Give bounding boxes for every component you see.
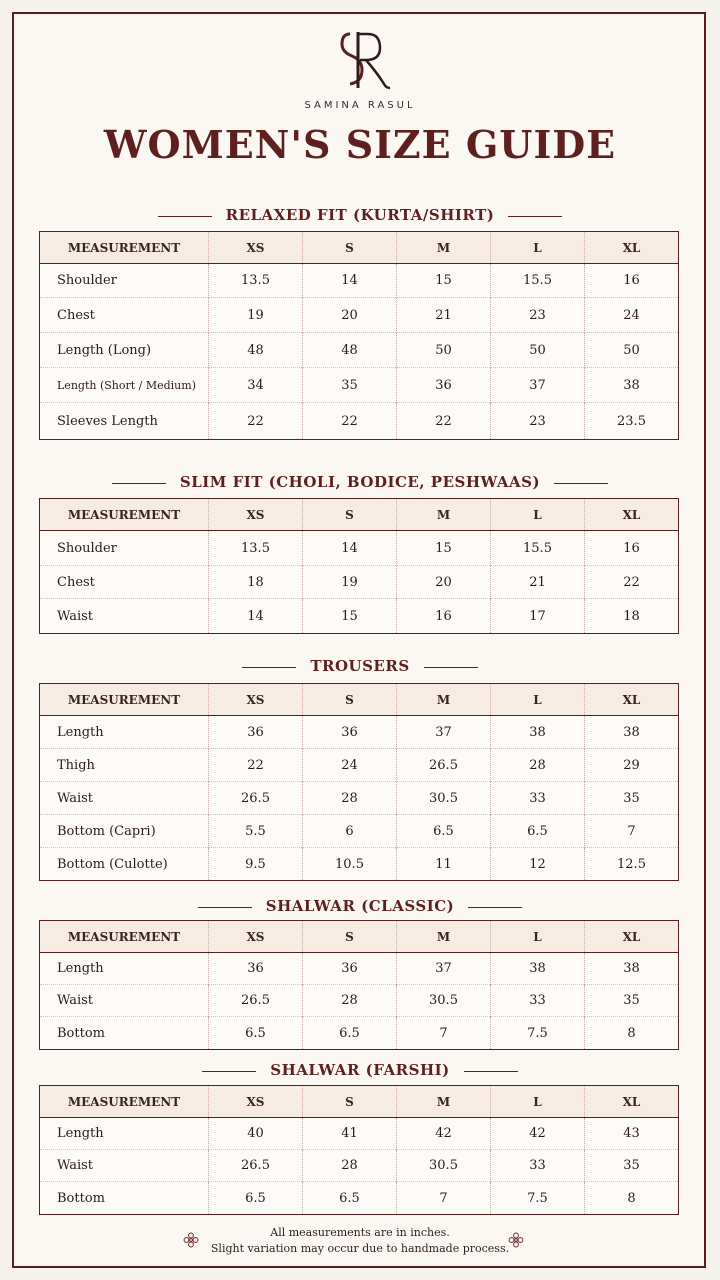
column-header-size: S (303, 684, 397, 716)
table-header-row (40, 232, 679, 264)
measurement-value: 6 (303, 815, 397, 848)
measurement-value: 18 (209, 566, 303, 599)
measurement-value: 34 (209, 368, 303, 403)
column-header-size: S (303, 232, 397, 264)
measurement-value: 10.5 (303, 848, 397, 881)
table-row (40, 782, 679, 815)
measurement-value: 6.5 (491, 815, 585, 848)
section-title-text: SHALWAR (FARSHI) (270, 1061, 450, 1079)
measurement-value: 35 (303, 368, 397, 403)
divider (554, 483, 608, 484)
measurement-label: Chest (40, 298, 209, 333)
footer-line-1: All measurements are in inches. (270, 1226, 450, 1239)
table-header-row (40, 499, 679, 531)
measurement-value: 6.5 (209, 1017, 303, 1050)
measurement-value: 38 (585, 716, 679, 749)
measurement-label: Length (40, 1118, 209, 1150)
measurement-value: 24 (303, 749, 397, 782)
measurement-value: 43 (585, 1118, 679, 1150)
measurement-value: 8 (585, 1182, 679, 1215)
table-header-row (40, 684, 679, 716)
column-header-measurement: MEASUREMENT (40, 684, 209, 716)
measurement-label: Chest (40, 566, 209, 599)
measurement-label: Shoulder (40, 531, 209, 566)
table-row (40, 531, 679, 566)
table-row (40, 716, 679, 749)
measurement-value: 38 (585, 953, 679, 985)
table-row (40, 403, 679, 440)
table-row (40, 1118, 679, 1150)
measurement-value: 16 (585, 264, 679, 298)
brand-name: SAMINA RASUL (304, 100, 416, 111)
measurement-value: 17 (491, 599, 585, 634)
measurement-value: 33 (491, 985, 585, 1017)
table-row (40, 298, 679, 333)
measurement-value: 19 (209, 298, 303, 333)
table-row (40, 953, 679, 985)
column-header-size: L (491, 232, 585, 264)
measurement-value: 19 (303, 566, 397, 599)
table-row (40, 985, 679, 1017)
measurement-label: Thigh (40, 749, 209, 782)
measurement-label: Length (40, 716, 209, 749)
measurement-value: 37 (397, 953, 491, 985)
column-header-size: XL (585, 1086, 679, 1118)
measurement-label: Bottom (Capri) (40, 815, 209, 848)
section-title (0, 473, 720, 491)
measurement-value: 6.5 (303, 1017, 397, 1050)
table-header-row (40, 1086, 679, 1118)
divider (202, 1071, 256, 1072)
measurement-value: 7.5 (491, 1182, 585, 1215)
page-title: WOMEN'S SIZE GUIDE (103, 122, 617, 167)
measurement-value: 21 (491, 566, 585, 599)
column-header-size: XL (585, 921, 679, 953)
measurement-value: 28 (303, 1150, 397, 1182)
measurement-label: Waist (40, 782, 209, 815)
measurement-value: 16 (397, 599, 491, 634)
measurement-value: 28 (303, 782, 397, 815)
measurement-value: 36 (209, 716, 303, 749)
column-header-size: L (491, 921, 585, 953)
measurement-value: 29 (585, 749, 679, 782)
measurement-value: 6.5 (303, 1182, 397, 1215)
table-row (40, 566, 679, 599)
measurement-value: 12.5 (585, 848, 679, 881)
measurement-value: 6.5 (397, 815, 491, 848)
measurement-value: 22 (585, 566, 679, 599)
measurement-label: Sleeves Length (40, 403, 209, 440)
column-header-size: XS (209, 921, 303, 953)
measurement-value: 22 (397, 403, 491, 440)
measurement-value: 50 (585, 333, 679, 368)
column-header-size: M (397, 232, 491, 264)
table-header-row (40, 921, 679, 953)
measurement-value: 22 (209, 403, 303, 440)
measurement-value: 21 (397, 298, 491, 333)
size-table (39, 498, 679, 634)
column-header-size: XS (209, 232, 303, 264)
size-table (39, 1085, 679, 1215)
column-header-measurement: MEASUREMENT (40, 232, 209, 264)
measurement-value: 15 (397, 531, 491, 566)
table-row (40, 1182, 679, 1215)
column-header-size: L (491, 1086, 585, 1118)
brand-logo (0, 26, 720, 94)
column-header-size: XS (209, 499, 303, 531)
measurement-value: 37 (491, 368, 585, 403)
measurement-value: 23 (491, 298, 585, 333)
measurement-value: 30.5 (397, 782, 491, 815)
measurement-value: 26.5 (209, 1150, 303, 1182)
measurement-value: 13.5 (209, 531, 303, 566)
column-header-size: S (303, 921, 397, 953)
divider (242, 667, 296, 668)
measurement-value: 50 (397, 333, 491, 368)
measurement-label: Length (40, 953, 209, 985)
measurement-value: 15 (303, 599, 397, 634)
measurement-value: 40 (209, 1118, 303, 1150)
column-header-size: XL (585, 499, 679, 531)
measurement-value: 7 (397, 1017, 491, 1050)
column-header-size: S (303, 1086, 397, 1118)
table-row (40, 848, 679, 881)
measurement-label: Shoulder (40, 264, 209, 298)
column-header-size: M (397, 499, 491, 531)
measurement-value: 41 (303, 1118, 397, 1150)
measurement-value: 24 (585, 298, 679, 333)
measurement-value: 14 (303, 531, 397, 566)
measurement-value: 26.5 (209, 782, 303, 815)
divider (508, 216, 562, 217)
divider (112, 483, 166, 484)
measurement-label: Length (Short / Medium) (40, 368, 209, 403)
size-table (39, 920, 679, 1050)
section-title (0, 1061, 720, 1079)
measurement-value: 15.5 (491, 264, 585, 298)
measurement-value: 7 (585, 815, 679, 848)
table-row (40, 333, 679, 368)
column-header-size: XL (585, 684, 679, 716)
measurement-value: 38 (585, 368, 679, 403)
measurement-value: 15 (397, 264, 491, 298)
section-title-text: SHALWAR (CLASSIC) (265, 897, 455, 915)
table-row (40, 1150, 679, 1182)
size-table (39, 683, 679, 881)
column-header-size: M (397, 1086, 491, 1118)
measurement-value: 28 (491, 749, 585, 782)
measurement-value: 37 (397, 716, 491, 749)
measurement-value: 6.5 (209, 1182, 303, 1215)
measurement-value: 30.5 (397, 1150, 491, 1182)
table-row (40, 749, 679, 782)
section-title (0, 897, 720, 915)
measurement-value: 26.5 (209, 985, 303, 1017)
measurement-label: Waist (40, 985, 209, 1017)
column-header-size: L (491, 684, 585, 716)
column-header-size: XS (209, 1086, 303, 1118)
footer-line-2: Slight variation may occur due to handmade process. (210, 1242, 510, 1255)
measurement-value: 7.5 (491, 1017, 585, 1050)
measurement-value: 26.5 (397, 749, 491, 782)
measurement-value: 35 (585, 782, 679, 815)
measurement-value: 36 (303, 716, 397, 749)
measurement-value: 20 (303, 298, 397, 333)
section-title-text: SLIM FIT (CHOLI, BODICE, PESHWAAS) (179, 473, 541, 491)
measurement-label: Waist (40, 599, 209, 634)
section-title (0, 657, 720, 675)
measurement-value: 36 (397, 368, 491, 403)
measurement-value: 16 (585, 531, 679, 566)
measurement-label: Waist (40, 1150, 209, 1182)
measurement-value: 12 (491, 848, 585, 881)
measurement-value: 36 (209, 953, 303, 985)
measurement-value: 5.5 (209, 815, 303, 848)
measurement-value: 14 (209, 599, 303, 634)
column-header-measurement: MEASUREMENT (40, 1086, 209, 1118)
measurement-label: Length (Long) (40, 333, 209, 368)
measurement-value: 20 (397, 566, 491, 599)
measurement-value: 9.5 (209, 848, 303, 881)
table-row (40, 368, 679, 403)
measurement-value: 7 (397, 1182, 491, 1215)
measurement-value: 8 (585, 1017, 679, 1050)
divider (158, 216, 212, 217)
measurement-value: 36 (303, 953, 397, 985)
measurement-value: 14 (303, 264, 397, 298)
measurement-value: 22 (303, 403, 397, 440)
measurement-value: 38 (491, 953, 585, 985)
measurement-value: 15.5 (491, 531, 585, 566)
column-header-measurement: MEASUREMENT (40, 921, 209, 953)
measurement-value: 33 (491, 782, 585, 815)
divider (464, 1071, 518, 1072)
footer-note (0, 1225, 720, 1257)
column-header-size: M (397, 684, 491, 716)
column-header-size: M (397, 921, 491, 953)
measurement-value: 35 (585, 985, 679, 1017)
divider (424, 667, 478, 668)
table-row (40, 599, 679, 634)
column-header-size: XS (209, 684, 303, 716)
section-title-text: RELAXED FIT (KURTA/SHIRT) (225, 206, 495, 224)
measurement-value: 35 (585, 1150, 679, 1182)
measurement-value: 33 (491, 1150, 585, 1182)
measurement-value: 48 (209, 333, 303, 368)
column-header-size: XL (585, 232, 679, 264)
page-frame (12, 12, 706, 1268)
column-header-measurement: MEASUREMENT (40, 499, 209, 531)
table-row (40, 815, 679, 848)
section-title (0, 206, 720, 224)
measurement-label: Bottom (40, 1182, 209, 1215)
measurement-label: Bottom (40, 1017, 209, 1050)
divider (198, 907, 252, 908)
column-header-size: L (491, 499, 585, 531)
measurement-value: 22 (209, 749, 303, 782)
measurement-value: 23 (491, 403, 585, 440)
measurement-value: 23.5 (585, 403, 679, 440)
table-row (40, 264, 679, 298)
measurement-value: 28 (303, 985, 397, 1017)
measurement-value: 50 (491, 333, 585, 368)
section-title-text: TROUSERS (310, 657, 410, 675)
measurement-label: Bottom (Culotte) (40, 848, 209, 881)
column-header-size: S (303, 499, 397, 531)
measurement-value: 42 (397, 1118, 491, 1150)
table-row (40, 1017, 679, 1050)
divider (468, 907, 522, 908)
measurement-value: 42 (491, 1118, 585, 1150)
measurement-value: 13.5 (209, 264, 303, 298)
measurement-value: 48 (303, 333, 397, 368)
sr-monogram-icon (320, 26, 400, 94)
measurement-value: 11 (397, 848, 491, 881)
measurement-value: 30.5 (397, 985, 491, 1017)
size-table (39, 231, 679, 440)
measurement-value: 18 (585, 599, 679, 634)
measurement-value: 38 (491, 716, 585, 749)
